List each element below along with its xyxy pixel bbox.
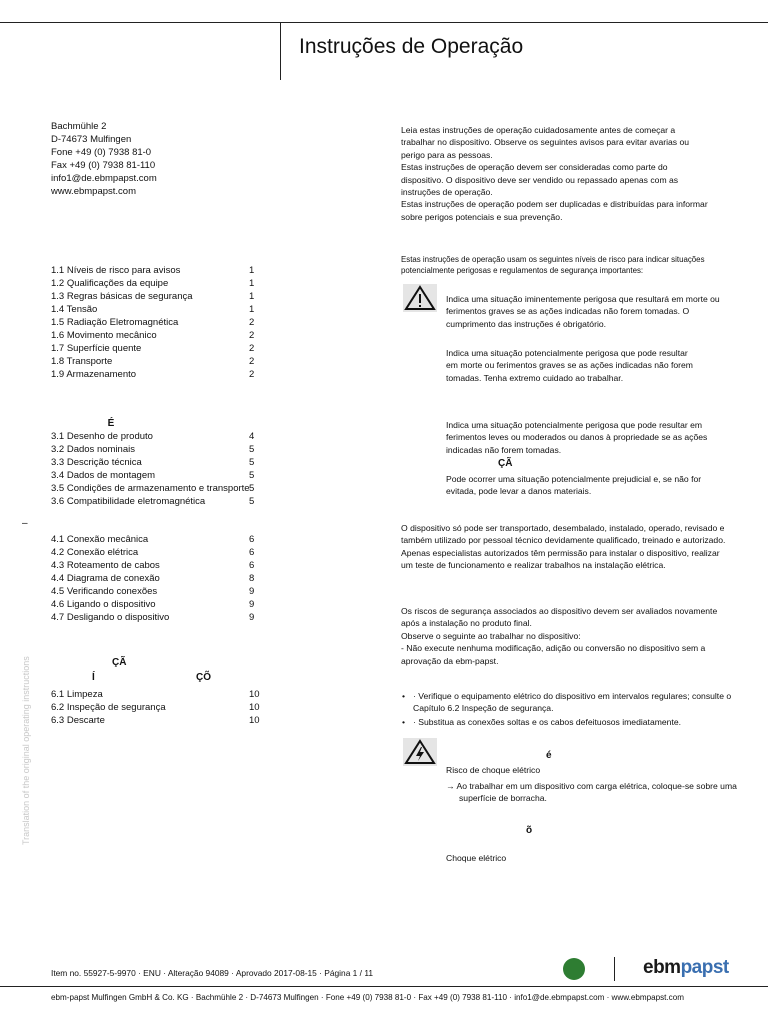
toc-entry[interactable]: 4.7 Desligando o dispositivo 9 — [51, 612, 255, 623]
toc-entry[interactable]: 1.4 Tensão 1 — [51, 304, 255, 315]
toc-entry[interactable]: 1.3 Regras básicas de segurança 1 — [51, 291, 255, 302]
toc-entry[interactable]: 6.1 Limpeza 10 — [51, 689, 260, 700]
intro-paragraph: Estas instruções de operação devem ser consideradas como parte do dispositivo. O dispositivo deve ser vendido ou repassado apenas com as instruções de operação. — [401, 162, 679, 198]
toc-entry[interactable]: 3.3 Descrição técnica 5 — [51, 457, 255, 468]
toc-entry[interactable]: 6.2 Inspeção de segurança 10 — [51, 702, 260, 713]
shock-text-2: Choque elétrico — [446, 853, 507, 863]
toc-entry[interactable]: 1.5 Radiação Eletromagnética 2 — [51, 317, 255, 328]
electric-hazard-icon — [403, 738, 437, 766]
bullet-dot: • — [402, 691, 406, 701]
intro-paragraph: Leia estas instruções de operação cuidadosamente antes de começar a trabalhar no dispositivo. Observe os seguintes avisos para evitar avarias ou perigo para as pessoas. — [401, 125, 690, 160]
toc-section-6 — [51, 688, 261, 727]
bullet-dot: • — [402, 717, 406, 727]
levels-intro: Estas instruções de operação usam os seguintes níveis de risco para indicar situações potencialmente perigosas e regulamentos de segurança importantes: — [401, 255, 705, 275]
toc-entry[interactable]: 1.8 Transporte 2 — [51, 356, 255, 367]
address-line: Bachmühle 2 — [51, 121, 107, 132]
toc-section-4 — [51, 533, 261, 624]
shock-instruction: → Ao trabalhar em um dispositivo com carga elétrica, coloque-se sobre uma superfície de borracha. — [446, 781, 737, 804]
intro-text — [401, 124, 711, 223]
toc-dash: – — [22, 518, 28, 529]
qualification-text: O dispositivo só pode ser transportado, desembalado, instalado, operado, revisado e também utilizado por pessoal técnico devidamente qualificado, treinado e autorizado. Apenas especialistas autorizados têm permissão para instalar o dispositivo, realizar um teste de funcionamento e realizar trabalhos na instalação elétrica. — [401, 523, 726, 571]
page-title: Instruções de Operação — [299, 35, 524, 58]
toc-entry[interactable]: 4.1 Conexão mecânica 6 — [51, 534, 255, 545]
toc-heading: ÇÕ — [196, 672, 211, 683]
toc-entry[interactable]: 1.1 Níveis de risco para avisos 1 — [51, 265, 255, 276]
toc-entry[interactable]: 3.1 Desenho de produto 4 — [51, 431, 255, 442]
notice-text: Pode ocorrer uma situação potencialmente prejudicial e, se não for evitada, pode levar a danos materiais. — [446, 474, 702, 497]
toc-entry[interactable]: 3.4 Dados de montagem 5 — [51, 470, 255, 481]
toc-entry[interactable]: 1.6 Movimento mecânico 2 — [51, 330, 255, 341]
toc-entry[interactable]: 3.5 Condições de armazenamento e transporte 5 — [51, 483, 255, 494]
shock-risk-text: Risco de choque elétrico — [446, 765, 541, 775]
warning-text: Indica uma situação potencialmente perigosa que pode resultar em morte ou ferimentos graves se as ações indicadas não forem tomadas. Tenha extremo cuidado ao trabalhar. — [446, 348, 693, 383]
toc-entry[interactable]: 4.3 Roteamento de cabos 6 — [51, 560, 255, 571]
toc-section-3 — [51, 417, 261, 508]
footer-item-info: Item no. 55927-5-9970 · ENU · Alteração 94089 · Aprovado 2017-08-15 · Página 1 / 11 — [51, 968, 374, 978]
toc-entry[interactable]: 4.4 Diagrama de conexão 8 — [51, 573, 255, 584]
toc-entry[interactable]: 3.2 Dados nominais 5 — [51, 444, 255, 455]
header-divider — [280, 22, 281, 80]
notice-heading: ÇÃ — [498, 458, 513, 469]
toc-entry[interactable]: 1.7 Superfície quente 2 — [51, 343, 255, 354]
toc-heading: É — [107, 418, 115, 429]
address-email[interactable]: info1@de.ebmpapst.com — [51, 173, 157, 184]
address-website[interactable]: www.ebmpapst.com — [51, 186, 137, 197]
toc-entry[interactable]: 6.3 Descarte 10 — [51, 715, 260, 726]
footer-divider — [614, 957, 615, 981]
voltage-bullet: · Substitua as conexões soltas e os cabos defeituosos imediatamente. — [413, 717, 681, 727]
side-note: Translation of the original operating instructions — [21, 656, 31, 845]
top-rule — [0, 22, 768, 23]
rules-line: Os riscos de segurança associados ao dispositivo devem ser avaliados novamente após a instalação no produto final. — [401, 606, 718, 629]
toc-heading: Í — [92, 672, 95, 683]
footer-company: ebm-papst Mulfingen GmbH & Co. KG · Bachmühle 2 · D-74673 Mulfingen · Fone +49 (0) 7938 81-0 · Fax +49 (0) 7938 81-110 · info1@de.ebmpapst.com · www.ebmpapst.com — [51, 993, 684, 1002]
toc-entry[interactable]: 1.2 Qualificações da equipe 1 — [51, 278, 255, 289]
rules-line: - Não execute nenhuma modificação, adição ou conversão no dispositivo sem a aprovação da ebm-papst. — [401, 643, 706, 666]
rules-line: Observe o seguinte ao trabalhar no dispositivo: — [401, 630, 581, 641]
brand-logo: ebmpapst — [643, 957, 729, 978]
address-block — [51, 120, 157, 198]
address-line: Fone +49 (0) 7938 81-0 — [51, 147, 152, 158]
toc-entry[interactable]: 1.9 Armazenamento 2 — [51, 369, 255, 380]
certification-badge-icon — [563, 958, 585, 980]
toc-heading: ÇÃ — [112, 657, 127, 668]
rules-text — [401, 605, 736, 667]
danger-text: Indica uma situação iminentemente perigosa que resultará em morte ou ferimentos graves se as ações indicadas não forem tomadas. O cumprimento das instruções é obrigatório. — [446, 294, 720, 329]
address-line: Fax +49 (0) 7938 81-110 — [51, 160, 156, 171]
warning-triangle-icon — [403, 284, 437, 312]
voltage-bullet: · Verifique o equipamento elétrico do dispositivo em intervalos regulares; consulte o Capítulo 6.2 Inspeção de segurança. — [413, 691, 732, 714]
toc-section-1 — [51, 264, 261, 381]
toc-entry[interactable]: 4.2 Conexão elétrica 6 — [51, 547, 255, 558]
toc-entry[interactable]: 4.5 Verificando conexões 9 — [51, 586, 255, 597]
caution-text: Indica uma situação potencialmente perigosa que pode resultar em ferimentos leves ou moderados ou danos à propriedade se as ações indicadas não forem tomadas. — [446, 420, 708, 455]
address-line: D-74673 Mulfingen — [51, 134, 132, 145]
electric-heading-2: õ — [526, 825, 533, 836]
toc-entry[interactable]: 3.6 Compatibilidade eletromagnética 5 — [51, 496, 255, 507]
footer-rule — [0, 986, 768, 987]
electric-heading: é — [546, 750, 552, 761]
toc-entry[interactable]: 4.6 Ligando o dispositivo 9 — [51, 599, 255, 610]
intro-paragraph: Estas instruções de operação podem ser duplicadas e distribuídas para informar sobre perigos potenciais e sua prevenção. — [401, 199, 708, 222]
